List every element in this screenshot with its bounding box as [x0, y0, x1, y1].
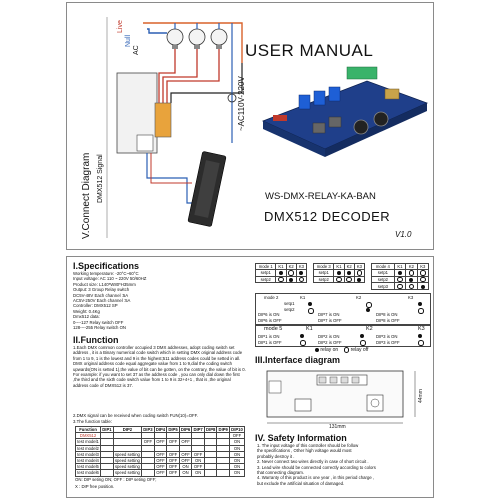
function-table-row [76, 470, 245, 476]
function-p1: 1.Each DMX common controller occupied 3 DMX addresses, adopt coding switch set address , it is a Binary numerical code switch which in setting DMX original address code from 1 to 9, 1 is the lowest and 9 is the highest;511 address codes could be setted in all. DMX original address code equal aggregate value from 1 to 9,dial the coding switch upwards(ON is setted 1),the value of bit can be gotten, on the contrary, the value of bit is 0. For example: if you want to set 37 as the address code , you can only dial down the first ,the third and the sixth code switch value from 1 to 9 is 32+4+1 , that is ,the original address code of DMX512 is 37. [73, 345, 246, 388]
relay-on-label: relay on [320, 347, 339, 354]
function-table-cell: OFF [167, 451, 180, 457]
mode-2-block [255, 293, 431, 325]
connect-diagram-title: V.Connect Diagram [81, 152, 92, 239]
function-table-cell: test model3 [77, 451, 99, 457]
relay-on-dot [315, 348, 319, 352]
function-table-cell: DIP6 [180, 427, 191, 432]
function-table-cell: OFF [167, 439, 180, 445]
step-label: setp2 [256, 276, 276, 283]
safety-line: 1. The input voltage of this controller should be follow [257, 443, 359, 448]
dip-note: DIP8 is OFF [376, 318, 400, 323]
mode-label: mode 4 [372, 264, 395, 270]
safety-list [257, 443, 376, 486]
spec-line: Product size: L140*W80*H35mm [73, 281, 136, 287]
spec-line: Working temperature: -20°C~60°C [73, 271, 139, 276]
interface-diagram [255, 365, 431, 429]
relay-off-label: relay off [350, 347, 369, 354]
k-header: K1 [300, 295, 306, 300]
dip-note: DIP3 is OFF [376, 340, 400, 345]
bulb-icon [167, 29, 227, 49]
function-table-cell: OFF [154, 458, 167, 464]
k-header: K3 [417, 264, 428, 270]
safety-line: probably destroy it . [257, 453, 295, 459]
dip-note: DIP2 is OFF [318, 340, 342, 345]
function-p2: 2.DMX signal can be received when coding switch FUN(10)=OFF. [73, 413, 199, 418]
function-table-cell: DIP2 [113, 427, 141, 433]
dip-note: DIP7 is ON [318, 312, 340, 317]
safety-line: 4. Warranty of this product is one year , in this period charge , [257, 475, 375, 481]
spec-list [73, 271, 146, 330]
spec-line: Output: 3 Group Relay switch [73, 287, 130, 293]
function-table-cell: ON [192, 458, 205, 464]
function-table-cell: DIP8 [206, 427, 216, 432]
relay-off-dot [344, 347, 350, 353]
k-header: K2 [366, 326, 373, 332]
function-table [75, 426, 245, 477]
model-name: WS-DMX-RELAY-KA-BAN [265, 191, 376, 202]
mode-5-block [255, 325, 431, 347]
product-name: DMX512 DECODER [264, 209, 391, 224]
dmx-signal-label: DMX512 Signal [97, 154, 104, 203]
ac-range-label: ~AC110V-220V [237, 76, 246, 131]
function-table-cell: OFF [192, 451, 205, 457]
interface-width: 131mm [329, 424, 346, 430]
dip-note: DIP1 is ON [258, 334, 280, 339]
dip-note: DIP1 is OFF [258, 340, 282, 345]
mode-label: mode 3 [314, 264, 334, 270]
function-table-cell: OFF [154, 470, 167, 476]
dmx-console-icon [188, 151, 226, 226]
function-table-cell: ON [229, 470, 244, 476]
mode-label: mode 5 [264, 326, 283, 332]
step-label: setp1 [314, 270, 334, 277]
spec-line: Dmx512 data: [73, 314, 100, 320]
wire-ac-label: AC [133, 45, 140, 55]
dip-note: DIP6 is ON [258, 312, 280, 317]
function-table-cell: speed setting [114, 458, 140, 464]
function-table-cell: ON [179, 464, 192, 470]
function-table-cell: ON [229, 464, 244, 470]
spec-line: 0----127 Relay switch OFF [73, 319, 124, 325]
k-header: K3 [354, 264, 364, 270]
interface-heading: III.Interface diagram [255, 355, 341, 365]
function-table-cell: DIP10 [231, 427, 243, 432]
function-table-cell: OFF [154, 451, 167, 457]
mode-4-table [371, 263, 429, 290]
safety-line: but exclude the artificial situation of damaged. [257, 480, 345, 486]
function-table-cell: ON [229, 451, 244, 457]
step-label: setp1 [256, 270, 276, 277]
spec-heading: I.Specifications [73, 261, 140, 271]
decoder-board-image [263, 67, 427, 157]
function-table-cell: OFF [167, 458, 180, 464]
interface-height: 44mm [418, 389, 424, 403]
step-label: setp2 [372, 276, 395, 283]
function-table-cell: test model5 [77, 464, 99, 470]
dip-note: DIP2 is ON [318, 334, 340, 339]
spec-line: DC5V-48V Each channel :5A [73, 292, 129, 298]
safety-line: the specifications , Other high voltage would most [257, 448, 352, 454]
function-table-cell: OFF [179, 451, 192, 457]
version-label: V1.0 [395, 230, 412, 239]
function-table-cell: speed setting [114, 451, 140, 457]
function-table-cell: test model2 [77, 445, 99, 451]
function-table-cell: OFF [179, 458, 192, 464]
dip-note: DIP6 is OFF [258, 318, 282, 323]
k-header: K1 [276, 264, 286, 270]
k-header: K2 [356, 295, 362, 300]
function-table-cell: ON [192, 470, 205, 476]
safety-line: 3. Lead wire should be connected correctly according to colors [257, 464, 376, 470]
function-table-cell: OFF [154, 464, 167, 470]
function-legend-1: ON: DIP seting ON; OFF : DIP seting OFF; [75, 477, 157, 482]
spec-line: Controller: DMX512 SP [73, 303, 118, 309]
function-table-cell: Function [76, 427, 101, 433]
function-table-cell: test model4 [77, 458, 99, 464]
function-table-cell: DIP9 [218, 427, 228, 432]
k-header: K1 [334, 264, 344, 270]
function-table-cell: DIP3 [143, 427, 153, 432]
relay-legend [315, 347, 368, 353]
step-label: setp1 [372, 270, 395, 277]
k-header: K1 [394, 264, 405, 270]
k-header: K3 [408, 295, 414, 300]
function-heading: II.Function [73, 335, 119, 345]
function-table-cell: ON [229, 458, 244, 464]
dip-note: DIP7 is OFF [318, 318, 342, 323]
mode-label: mode 1 [256, 264, 276, 270]
function-table-cell: speed setting [114, 470, 140, 476]
safety-line: 2. Never connect two wires directly in case of short circuit . [257, 459, 369, 465]
function-table-cell [204, 470, 217, 476]
k-header: K2 [286, 264, 296, 270]
manual-title: USER MANUAL [245, 41, 374, 60]
spec-line: AC5V-250V Each channel :5A [73, 298, 131, 304]
k-header: K3 [296, 264, 306, 270]
function-table-cell: speed setting [114, 464, 140, 470]
dip-note: DIP3 is ON [376, 334, 398, 339]
k-header: K3 [418, 326, 425, 332]
function-table-cell: DIP7 [193, 427, 203, 432]
mode-label: mode 2 [264, 295, 279, 300]
function-table-cell: OFF [154, 439, 167, 445]
k-header: K2 [344, 264, 354, 270]
step-label: setp3 [372, 283, 395, 290]
function-table-cell: OFF [229, 433, 244, 439]
function-table-cell: ON [179, 470, 192, 476]
wire-null-label: Null [125, 34, 132, 47]
step-label: setp2 [284, 307, 295, 312]
step-label: setp1 [284, 301, 295, 306]
function-table-cell: OFF [167, 464, 180, 470]
spec-line: 128----255 Relay switch ON [73, 325, 127, 331]
dip-note: DIP8 is ON [376, 312, 398, 317]
spec-line: Input voltage: AC 110 ~ 220V 50/60HZ [73, 276, 147, 282]
function-table-cell: OFF [142, 439, 155, 445]
function-table-cell: DIP5 [168, 427, 178, 432]
safety-heading: IV. Safety Information [255, 433, 347, 443]
function-table-cell: ON [229, 439, 244, 445]
function-legend-2: X : DIP free position. [75, 484, 115, 489]
function-table-cell: test model1 [77, 439, 99, 445]
function-table-cell: OFF [192, 464, 205, 470]
function-table-cell: ON [229, 445, 244, 451]
function-table-cell [217, 470, 230, 476]
function-p3: 3.The function table: [73, 419, 112, 424]
function-table-cell [101, 470, 114, 476]
function-table-cell [142, 470, 155, 476]
step-label: setp2 [314, 276, 334, 283]
function-table-cell: DIP4 [155, 427, 166, 432]
safety-line: that connecting diagram. [257, 470, 305, 476]
mode-3-table [313, 263, 365, 283]
mode-1-table [255, 263, 307, 283]
wire-live-label: Live [117, 20, 124, 33]
top-panel [66, 2, 434, 250]
function-table-cell: OFF [179, 439, 192, 445]
spec-line: Weight: 0.4Kg [73, 308, 100, 314]
function-table-cell: test model6 [77, 470, 99, 476]
k-header: K1 [306, 326, 313, 332]
k-header: K2 [406, 264, 417, 270]
function-table-cell: DMX512 [76, 433, 101, 439]
function-table-cell: DIP1 [102, 427, 112, 432]
bottom-panel [66, 256, 434, 498]
function-table-cell: OFF [167, 470, 180, 476]
